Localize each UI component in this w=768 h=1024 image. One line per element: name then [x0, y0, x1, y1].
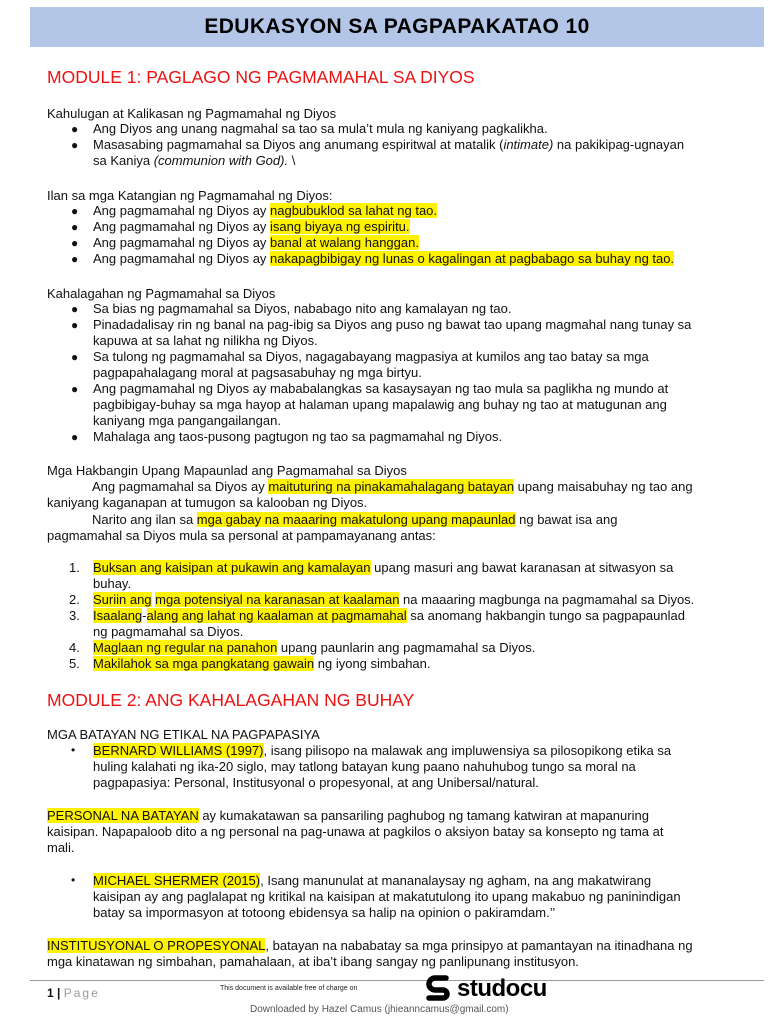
module-2-heading: MODULE 2: ANG KAHALAGAHAN NG BUHAY	[47, 690, 415, 710]
list-item: Ang pagmamahal ng Diyos ay nagbubuklod sa lahat ng tao.	[93, 203, 438, 218]
list-item: BERNARD WILLIAMS (1997), isang pilisopo na malawak ang impluwensiya sa pilosopikong etika sa huling kalahati ng ika-20 siglo, may tatlong batayan kung paano nahuhubog tungo sa moral na pagpapasiya: Personal, Institusyonal o propesyonal, at ang Unibersal/natural.	[93, 743, 672, 790]
list-number: 3.	[69, 608, 80, 623]
paragraph: Narito ang ilan sa mga gabay na maaaring makatulong upang mapaunlad ng bawat isa ang pagmamahal sa Diyos mula sa personal at pampamayanang antas:	[47, 512, 618, 543]
list-number: 5.	[69, 656, 80, 671]
bullet-icon: •	[71, 873, 76, 887]
footer-divider	[30, 980, 764, 981]
list-item: Ang Diyos ang unang nagmahal sa tao sa mula’t mula ng kaniyang pagkalikha.	[93, 121, 548, 136]
section-heading-katangian: Ilan sa mga Katangian ng Pagmamahal ng Diyos:	[47, 188, 333, 203]
bullet-icon: ●	[71, 122, 79, 136]
bullet-icon: ●	[71, 252, 79, 266]
paragraph-institusyonal: INSTITUSYONAL O PROPESYONAL, batayan na nababatay sa mga prinsipyo at pamantayan na itinadhana ng mga kinatawan ng simbahan, pamahalaan, at iba’t ibang sangay ng panlipunang institusyon.	[47, 938, 693, 969]
list-item: Masasabing pagmamahal sa Diyos ang anumang espiritwal at matalik (intimate) na pakikipag-ugnayan sa Kaniya (communion with God). \	[93, 137, 685, 168]
module-1-heading: MODULE 1: PAGLAGO NG PAGMAMAHAL SA DIYOS	[47, 67, 475, 87]
studocu-logo[interactable]	[424, 975, 547, 1003]
list-item: Sa tulong ng pagmamahal sa Diyos, nagagabayang magpasiya at kumilos ang tao batay sa mga pagpapahalagang moral at pagsasabuhay ng mga birtyu.	[93, 349, 649, 380]
bullet-icon: ●	[71, 382, 79, 396]
list-item: Pinadadalisay rin ng banal na pag-ibig sa Diyos ang puso ng bawat tao upang magmahal nang tunay sa kapuwa at sa lahat ng nilikha ng Diyos.	[93, 317, 692, 348]
bullet-icon: ●	[71, 318, 79, 332]
list-number: 2.	[69, 592, 80, 607]
bullet-icon: ●	[71, 236, 79, 250]
availability-note: This document is available free of charge on	[220, 985, 358, 992]
list-number: 4.	[69, 640, 80, 655]
studocu-brand: studocu	[457, 975, 547, 1002]
list-item: Ang pagmamahal ng Diyos ay banal at walang hanggan.	[93, 235, 419, 250]
studocu-logo-icon	[424, 975, 454, 1003]
list-item: MICHAEL SHERMER (2015), Isang manunulat at mananalaysay ng agham, na ang makatwirang kaisipan ay ang paglalapat ng kritikal na kaisipan at makatutulong ito upang makabuo ng paninindigan batay sa impormasyon at totoong ebidensya sa halip na opinion o pakiramdam.’’	[93, 873, 681, 920]
section-heading-batayan: MGA BATAYAN NG ETIKAL NA PAGPAPASIYA	[47, 727, 320, 742]
section-heading-kahulugan: Kahulugan at Kalikasan ng Pagmamahal ng Diyos	[47, 106, 337, 121]
section-heading-hakbangin: Mga Hakbangin Upang Mapaunlad ang Pagmamahal sa Diyos	[47, 463, 407, 478]
list-item: Ang pagmamahal ng Diyos ay isang biyaya ng espiritu.	[93, 219, 410, 234]
bullet-icon: •	[71, 743, 76, 757]
paragraph: Ang pagmamahal sa Diyos ay maituturing na pinakamahalagang batayan upang maisabuhay ng tao ang kaniyang kaganapan at tumugon sa kalooban ng Diyos.	[47, 479, 693, 510]
bullet-icon: ●	[71, 138, 79, 152]
downloaded-by: Downloaded by Hazel Camus (jhieanncamus@gmail.com)	[250, 1004, 509, 1015]
list-item: Mahalaga ang taos-pusong pagtugon ng tao sa pagmamahal ng Diyos.	[93, 429, 503, 444]
list-item: Isaalang-alang ang lahat ng kaalaman at pagmamahal sa anomang hakbangin tungo sa pagpapaunlad ng pagmamahal sa Diyos.	[93, 608, 685, 639]
bullet-icon: ●	[71, 430, 79, 444]
list-item: Makilahok sa mga pangkatang gawain ng iyong simbahan.	[93, 656, 431, 671]
list-item: Ang pagmamahal ng Diyos ay mababalangkas sa kasaysayan ng tao mula sa paglikha ng mundo at pagbibigay-buhay sa mga hayop at halaman upang mapalawig ang buhay ng tao at matugunan ang kaniyang mga pangangailangan.	[93, 381, 669, 428]
bullet-icon: ●	[71, 204, 79, 218]
list-item: Sa bias ng pagmamahal sa Diyos, nababago nito ang kamalayan ng tao.	[93, 301, 512, 316]
list-item: Suriin ang mga potensiyal na karanasan at kaalaman na maaaring magbunga na pagmamahal sa Diyos.	[93, 592, 695, 607]
section-heading-kahalagahan: Kahalagahan ng Pagmamahal sa Diyos	[47, 286, 276, 301]
page-number: 1 | Page	[47, 986, 100, 1000]
list-item: Ang pagmamahal ng Diyos ay nakapagbibigay ng lunas o kagalingan at pagbabago sa buhay ng tao.	[93, 251, 675, 266]
list-number: 1.	[69, 560, 80, 575]
list-item: Buksan ang kaisipan at pukawin ang kamalayan upang masuri ang bawat karanasan at sitwasyon sa buhay.	[93, 560, 674, 591]
title-bar	[30, 7, 764, 47]
bullet-icon: ●	[71, 350, 79, 364]
paragraph-personal: PERSONAL NA BATAYAN ay kumakatawan sa pansariling paghubog ng tamang katwiran at mapanuring kaisipan. Napapaloob dito a ng personal na pag-unawa at pagkilos o aksiyon batay sa konsepto ng tama at mali.	[47, 808, 664, 855]
list-item: Maglaan ng regular na panahon upang paunlarin ang pagmamahal sa Diyos.	[93, 640, 536, 655]
bullet-icon: ●	[71, 302, 79, 316]
document-title: EDUKASYON SA PAGPAPAKATAO 10	[204, 15, 590, 38]
bullet-icon: ●	[71, 220, 79, 234]
